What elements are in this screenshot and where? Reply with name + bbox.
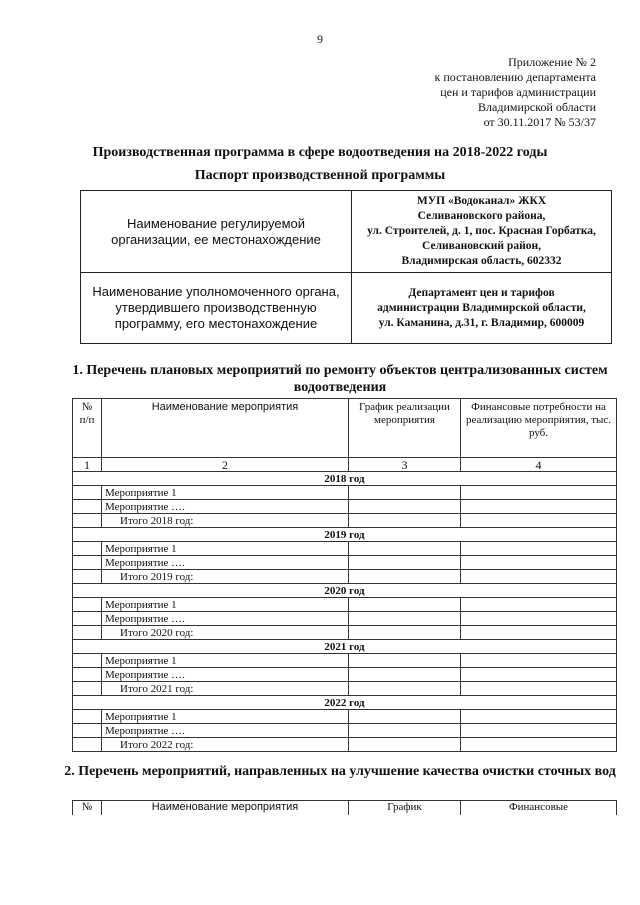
total-label: Итого 2021 год: bbox=[102, 682, 349, 696]
year-row-2020 bbox=[73, 584, 617, 598]
column-number-row bbox=[73, 458, 617, 472]
activity-name: Мероприятие …. bbox=[102, 668, 349, 682]
table-row bbox=[73, 542, 617, 556]
column-number: 1 bbox=[73, 458, 102, 472]
organization-line: МУП «Водоканал» ЖКХ bbox=[416, 195, 547, 207]
year-label: 2021 год bbox=[73, 640, 617, 654]
header-num: № п/п bbox=[73, 399, 102, 458]
table-header-row bbox=[73, 399, 617, 458]
appendix-line: Приложение № 2 bbox=[508, 55, 596, 69]
table-row bbox=[73, 612, 617, 626]
activity-name: Мероприятие …. bbox=[102, 724, 349, 738]
quality-plan-table bbox=[72, 800, 617, 815]
table-row bbox=[73, 668, 617, 682]
year-label: 2019 год bbox=[73, 528, 617, 542]
total-label: Итого 2018 год: bbox=[102, 514, 349, 528]
table-row bbox=[73, 500, 617, 514]
organization-label: Наименование регулируемой организации, ее местонахождение bbox=[81, 191, 352, 273]
organization-line: Селивановский район, bbox=[422, 240, 541, 252]
column-number: 3 bbox=[349, 458, 461, 472]
appendix-line: к постановлению департамента bbox=[434, 70, 596, 84]
passport-row-organization bbox=[81, 191, 612, 273]
table-row bbox=[73, 598, 617, 612]
authority-line: Департамент цен и тарифов bbox=[408, 286, 555, 299]
year-label: 2020 год bbox=[73, 584, 617, 598]
table-row bbox=[73, 556, 617, 570]
year-label: 2022 год bbox=[73, 696, 617, 710]
appendix-line: от 30.11.2017 № 53/37 bbox=[483, 115, 596, 129]
organization-line: Селивановского района, bbox=[417, 210, 546, 222]
total-label: Итого 2019 год: bbox=[102, 570, 349, 584]
activity-name: Мероприятие …. bbox=[102, 500, 349, 514]
organization-line: Владимирская область, 602332 bbox=[401, 255, 562, 267]
header-finance: Финансовые потребности на реализацию мероприятия, тыс. руб. bbox=[461, 399, 617, 458]
authority-label: Наименование уполномоченного органа, утвердившего производственную программу, его местонахождение bbox=[81, 273, 352, 344]
year-label: 2018 год bbox=[73, 472, 617, 486]
year-row-2019 bbox=[73, 528, 617, 542]
year-row-2021 bbox=[73, 640, 617, 654]
appendix-line: цен и тарифов администрации bbox=[440, 85, 596, 99]
activity-name: Мероприятие 1 bbox=[102, 710, 349, 724]
total-row bbox=[73, 738, 617, 752]
total-row bbox=[73, 626, 617, 640]
table-row bbox=[73, 486, 617, 500]
activity-name: Мероприятие …. bbox=[102, 612, 349, 626]
organization-value bbox=[352, 191, 612, 273]
authority-line: ул. Каманина, д.31, г. Владимир, 600009 bbox=[378, 316, 585, 329]
document-title: Производственная программа в сфере водоотведения на 2018-2022 годы bbox=[92, 145, 548, 160]
table-row bbox=[73, 654, 617, 668]
column-number: 4 bbox=[461, 458, 617, 472]
table-header-row bbox=[73, 801, 617, 816]
activity-name: Мероприятие …. bbox=[102, 556, 349, 570]
page-number: 9 bbox=[317, 32, 323, 46]
repair-plan-table bbox=[72, 398, 617, 752]
activity-name: Мероприятие 1 bbox=[102, 486, 349, 500]
activity-name: Мероприятие 1 bbox=[102, 598, 349, 612]
section2-title: 2. Перечень мероприятий, направленных на улучшение качества очистки сточных вод bbox=[64, 764, 616, 779]
appendix-block bbox=[396, 55, 596, 130]
header-num: № bbox=[73, 801, 102, 816]
activity-name: Мероприятие 1 bbox=[102, 654, 349, 668]
year-row-2022 bbox=[73, 696, 617, 710]
header-schedule: График bbox=[349, 801, 461, 816]
header-schedule: График реализации мероприятия bbox=[349, 399, 461, 458]
year-row-2018 bbox=[73, 472, 617, 486]
table-row bbox=[73, 724, 617, 738]
header-finance: Финансовые bbox=[461, 801, 617, 816]
total-row bbox=[73, 514, 617, 528]
header-name: Наименование мероприятия bbox=[102, 801, 349, 816]
total-row bbox=[73, 682, 617, 696]
passport-row-authority bbox=[81, 273, 612, 344]
section1-title: 1. Перечень плановых мероприятий по ремонту объектов централизованных систем водоотведения bbox=[72, 363, 608, 395]
total-row bbox=[73, 570, 617, 584]
table-row bbox=[73, 710, 617, 724]
authority-value bbox=[352, 273, 612, 344]
organization-line: ул. Строителей, д. 1, пос. Красная Горбатка, bbox=[367, 225, 596, 237]
activity-name: Мероприятие 1 bbox=[102, 542, 349, 556]
total-label: Итого 2020 год: bbox=[102, 626, 349, 640]
total-label: Итого 2022 год: bbox=[102, 738, 349, 752]
passport-table bbox=[80, 190, 612, 344]
passport-title: Паспорт производственной программы bbox=[194, 168, 446, 183]
appendix-line: Владимирской области bbox=[478, 100, 596, 114]
header-name: Наименование мероприятия bbox=[102, 399, 349, 458]
authority-line: администрации Владимирской области, bbox=[377, 301, 586, 314]
column-number: 2 bbox=[102, 458, 349, 472]
